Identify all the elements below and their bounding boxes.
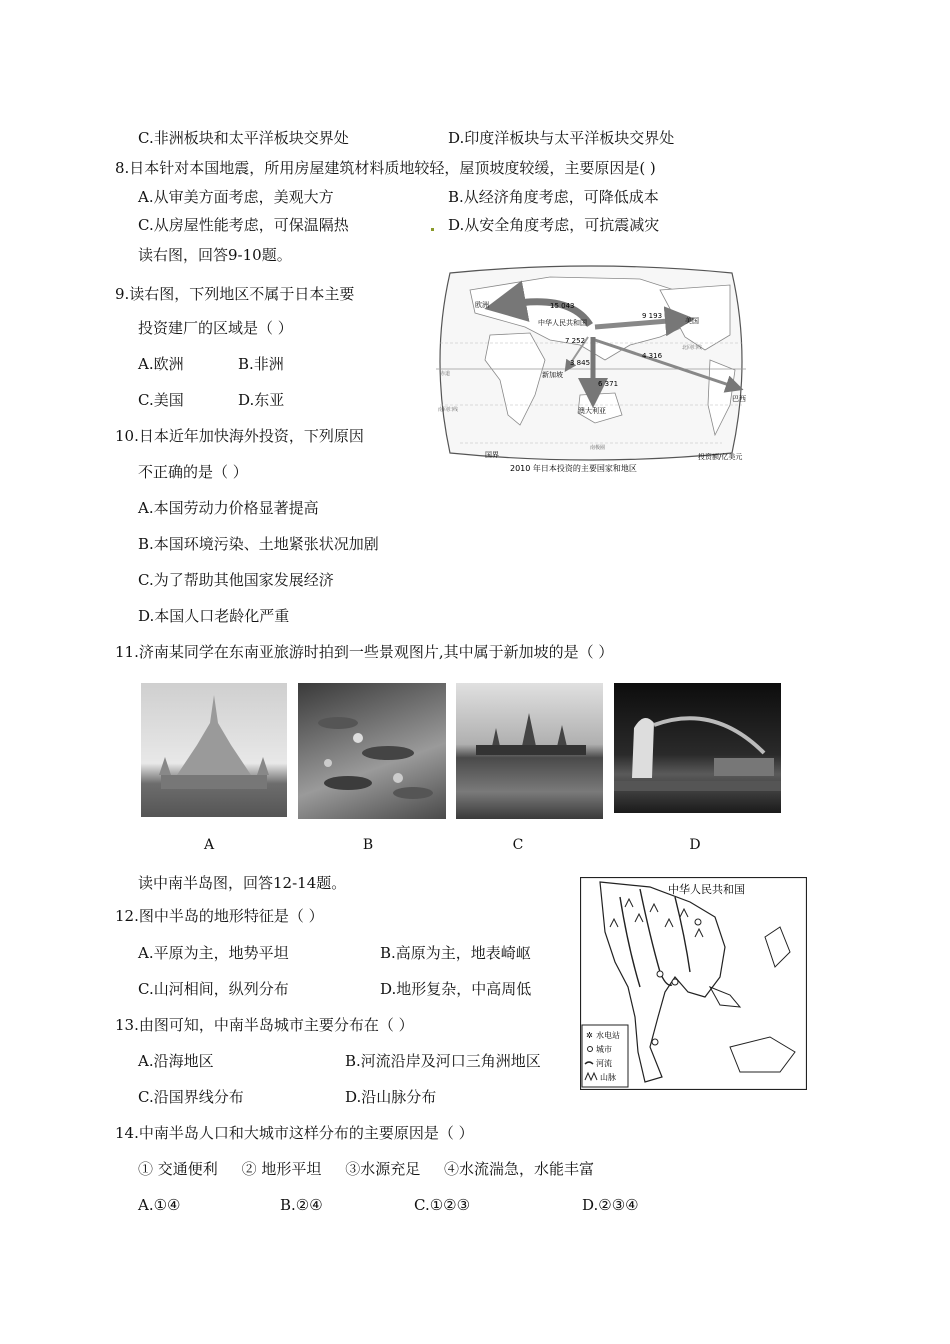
q12-option-b: B.高原为主，地表崎岖 <box>380 944 531 962</box>
q9-stem-line1: 9.读右图，下列地区不属于日本主要 <box>115 285 355 303</box>
q10-option-c: C.为了帮助其他国家发展经济 <box>138 571 334 589</box>
japan-investment-world-map <box>430 265 752 480</box>
q10-option-a: A.本国劳动力价格显著提高 <box>138 499 319 517</box>
label-singapore: 新加坡 <box>542 371 563 379</box>
value-australia: 6 371 <box>598 380 619 388</box>
q14-stem: 14.中南半岛人口和大城市这样分布的主要原因是（ ） <box>115 1124 474 1142</box>
q8-stem: 8.日本针对本国地震，所用房屋建筑材料质地较轻，屋顶坡度较缓，主要原因是( ) <box>115 159 656 177</box>
label-s-polar: 南极圈 <box>590 445 606 451</box>
legend-unit: 投资额/亿美元 <box>698 453 743 461</box>
q13-option-b: B.河流沿岸及河口三角洲地区 <box>345 1052 541 1070</box>
label-s-tropic: 南回归线 <box>438 407 459 413</box>
q9-option-d: D.东亚 <box>238 391 285 409</box>
photo-b-floating-market <box>298 683 446 819</box>
q10-stem-line2: 不正确的是（ ） <box>138 463 248 481</box>
q8-option-d: D.从安全角度考虑，可抗震减灾 <box>448 216 660 234</box>
photo-d-merlion <box>614 683 781 813</box>
q13-option-d: D.沿山脉分布 <box>345 1088 437 1106</box>
q14-option-c: C.①②③ <box>414 1196 471 1214</box>
q9-option-b: B.非洲 <box>238 355 284 373</box>
q9-option-c: C.美国 <box>138 391 184 409</box>
q8-option-b: B.从经济角度考虑，可降低成本 <box>448 188 659 206</box>
label-equator: 赤道 <box>440 371 451 377</box>
photo-caption-b: B <box>362 837 374 853</box>
label-china: 中华人民共和国 <box>538 319 587 327</box>
indochina-peninsula-map <box>580 877 807 1090</box>
value-usa: 9 193 <box>642 312 663 320</box>
intro-9-10: 读右图，回答9-10题。 <box>138 246 292 264</box>
intro-12-14: 读中南半岛图，回答12-14题。 <box>138 874 347 892</box>
q12-option-c: C.山河相间，纵列分布 <box>138 980 289 998</box>
value-singapore: 3 845 <box>570 359 591 367</box>
q11-stem: 11.济南某同学在东南亚旅游时拍到一些景观图片,其中属于新加坡的是（ ） <box>115 643 614 661</box>
q14-option-b: B.②④ <box>280 1196 323 1214</box>
q14-option-d: D.②③④ <box>582 1196 639 1214</box>
photo-caption-c: C <box>512 837 524 853</box>
legend-border: 国界 <box>485 451 499 459</box>
value-brazil: 4 316 <box>642 352 663 360</box>
q7-option-d: D.印度洋板块与太平洋板块交界处 <box>448 129 675 147</box>
q12-option-d: D.地形复杂，中高周低 <box>380 980 532 998</box>
q13-option-a: A.沿海地区 <box>138 1052 214 1070</box>
legend-hydropower-symbol: ✲ <box>586 1031 593 1040</box>
q13-stem: 13.由图可知，中南半岛城市主要分布在（ ） <box>115 1016 414 1034</box>
q8-option-c: C.从房屋性能考虑，可保温隔热 <box>138 216 349 234</box>
q10-stem-line1: 10.日本近年加快海外投资，下列原因 <box>115 427 364 445</box>
legend-city: 城市 <box>596 1045 612 1054</box>
photo-c-angkor-wat <box>456 683 603 819</box>
q14-items: ① 交通便利 ② 地形平坦 ③水源充足 ④水流湍急，水能丰富 <box>138 1160 595 1178</box>
label-usa: 美国 <box>685 317 699 325</box>
q8-option-a: A.从审美方面考虑，美观大方 <box>138 188 334 206</box>
label-n-tropic: 北回归线 <box>682 345 703 351</box>
q7-option-c: C.非洲板块和太平洋板块交界处 <box>138 129 349 147</box>
q14-option-a: A.①④ <box>138 1196 181 1214</box>
q9-stem-line2: 投资建厂的区域是（ ） <box>138 319 293 337</box>
q10-option-d: D.本国人口老龄化严重 <box>138 607 290 625</box>
label-europe: 欧洲 <box>475 301 489 309</box>
value-china: 7 252 <box>565 337 586 345</box>
stray-dot <box>431 228 434 231</box>
peninsula-map-title: 中华人民共和国 <box>668 883 745 896</box>
photo-caption-d: D <box>689 837 701 853</box>
q12-option-a: A.平原为主，地势平坦 <box>138 944 289 962</box>
q9-option-a: A.欧洲 <box>138 355 184 373</box>
legend-river: 河流 <box>596 1059 612 1068</box>
photo-a-pagoda <box>141 683 287 817</box>
map-caption: 2010 年日本投资的主要国家和地区 <box>510 464 637 473</box>
label-australia: 澳大利亚 <box>578 407 606 415</box>
q13-option-c: C.沿国界线分布 <box>138 1088 244 1106</box>
q12-stem: 12.图中半岛的地形特征是（ ） <box>115 907 324 925</box>
legend-mountain: 山脉 <box>600 1073 616 1082</box>
photo-caption-a: A <box>203 837 215 853</box>
value-europe: 15 043 <box>550 302 575 310</box>
q10-option-b: B.本国环境污染、土地紧张状况加剧 <box>138 535 379 553</box>
label-brazil: 巴西 <box>732 395 746 403</box>
legend-hydropower: 水电站 <box>596 1031 620 1040</box>
